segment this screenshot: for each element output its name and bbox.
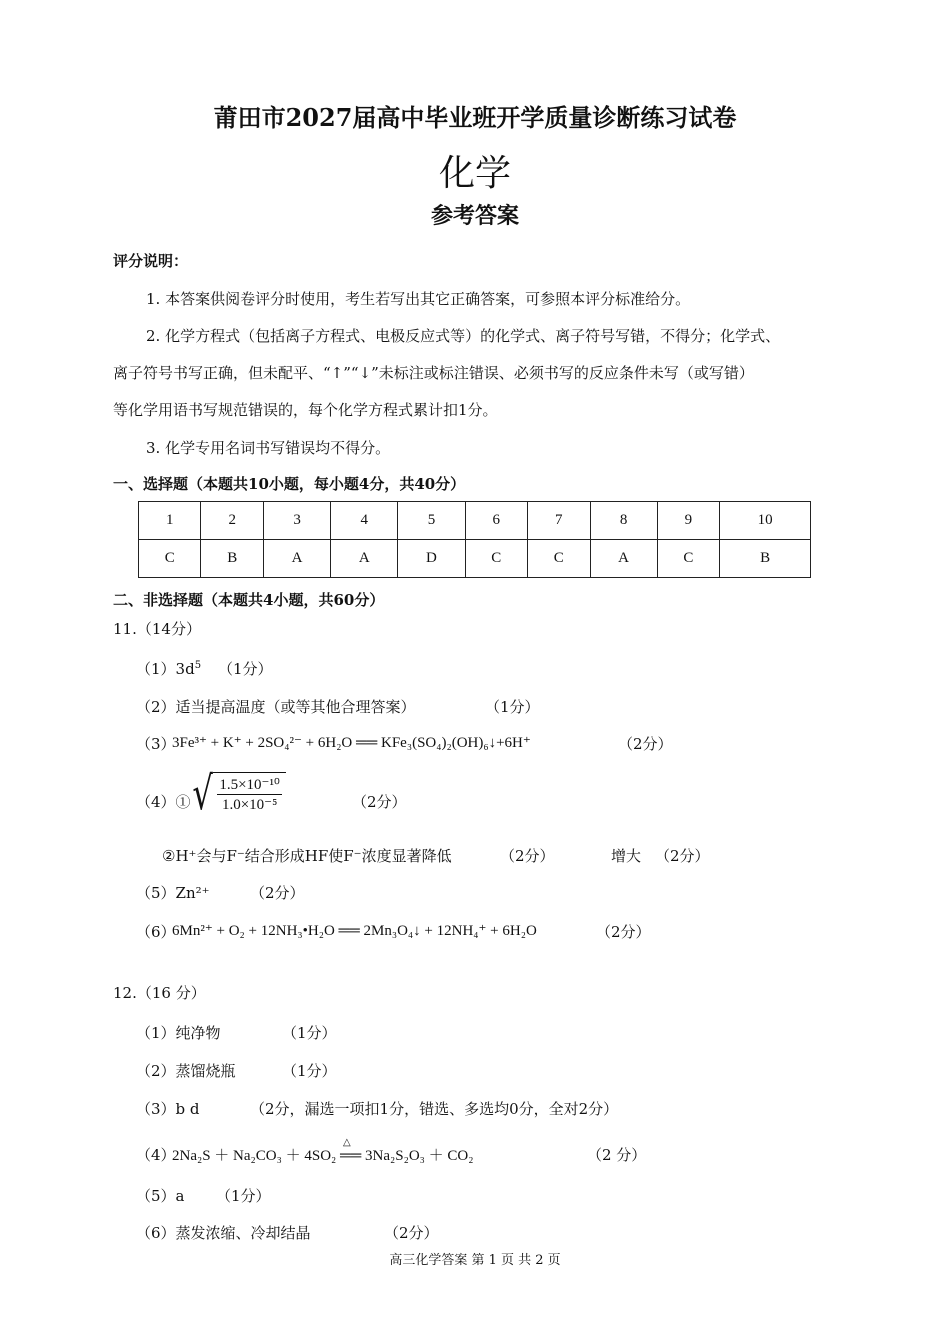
question-number: 2 [201, 502, 263, 540]
question-number: 6 [465, 502, 527, 540]
answer-choice: A [263, 540, 330, 578]
answer-choice: C [465, 540, 527, 578]
section1-heading: 一、选择题（本题共10小题，每小题4分，共40分） [113, 475, 466, 493]
question-number: 5 [398, 502, 465, 540]
q12-heading: 12.（16 分） [113, 984, 206, 1002]
q11-part1-score: （1分） [218, 660, 273, 678]
q11-part4-score: （2分） [352, 793, 407, 811]
q12-part4-score: （2 分） [587, 1146, 647, 1164]
q11-part4c: 增大 [611, 847, 642, 865]
q12-part3-score: （2分，漏选一项扣1分，错选、多选均0分，全对2分） [250, 1100, 619, 1118]
subject-title: 化学 [438, 153, 511, 194]
question-number: 10 [720, 502, 811, 540]
equation-arrow: ══ [340, 1148, 362, 1164]
fraction-numerator: 1.5×10⁻¹⁰ [219, 777, 280, 793]
scoring-item-3: 3. 化学专用名词书写错误均不得分。 [146, 439, 391, 457]
question-number: 4 [331, 502, 398, 540]
question-number: 3 [263, 502, 330, 540]
q11-part4-fraction [217, 775, 282, 814]
q12-part4-equation [172, 1137, 474, 1165]
answer-choice: C [139, 540, 201, 578]
q11-part3-label: （3） [136, 735, 176, 753]
q11-part3-score: （2分） [618, 735, 673, 753]
answer-table-answer-row [139, 540, 811, 578]
page-footer: 高三化学答案 第 1 页 共 2 页 [389, 1253, 561, 1268]
fraction-denominator: 1.0×10⁻⁵ [221, 797, 278, 813]
q12-part6: （6）蒸发浓缩、冷却结晶 [136, 1224, 311, 1242]
question-number: 9 [657, 502, 719, 540]
answer-table-number-row [139, 502, 811, 540]
answer-label: 参考答案 [430, 203, 519, 229]
q11-part5-score: （2分） [250, 884, 305, 902]
q11-part4-sqrt [188, 766, 286, 820]
question-number: 1 [139, 502, 201, 540]
q12-part1: （1）纯净物 [136, 1024, 221, 1042]
q11-part1 [136, 658, 201, 679]
answer-choice: C [528, 540, 590, 578]
answer-choice: A [331, 540, 398, 578]
scoring-item-1: 1. 本答案供阅卷评分时使用，考生若写出其它正确答案，可参照本评分标准给分。 [146, 290, 691, 308]
q11-part3-equation: 3Fe³⁺ + K⁺ + 2SO₄²⁻ + 6H₂O ══ KFe₃(SO₄)₂(OH)₆↓+6H⁺ [172, 735, 531, 751]
equation-reactants: 2Na₂S ＋ Na₂CO₃ ＋ 4SO₂ [172, 1148, 337, 1164]
q11-part1-superscript: 5 [194, 660, 202, 671]
q12-part5: （5）a [136, 1187, 185, 1205]
q12-part2: （2）蒸馏烧瓶 [136, 1062, 236, 1080]
q11-part1-answer: （1）3d [136, 660, 195, 678]
q11-heading: 11.（14分） [113, 620, 201, 638]
q11-part4c-score: （2分） [655, 847, 710, 865]
q12-part5-score: （1分） [216, 1187, 271, 1205]
q11-part2-score: （1分） [485, 698, 540, 716]
answer-choice: B [720, 540, 811, 578]
q11-part4-label: （4）① [136, 793, 191, 811]
q12-part4-label: （4） [136, 1146, 176, 1164]
q11-part6-equation: 6Mn²⁺ + O₂ + 12NH₃•H₂O ══ 2Mn₃O₄↓ + 12NH₄⁺ + 6H₂O [172, 923, 537, 939]
q12-part6-score: （2分） [384, 1224, 439, 1242]
q11-part4b-score: （2分） [500, 847, 555, 865]
section2-heading: 二、非选择题（本题共4小题，共60分） [113, 591, 385, 609]
answer-choice: C [657, 540, 719, 578]
q11-part5: （5）Zn²⁺ [136, 884, 210, 902]
q11-part2: （2）适当提高温度（或等其他合理答案） [136, 698, 416, 716]
heat-condition [340, 1137, 362, 1165]
answer-choice: D [398, 540, 465, 578]
q12-part1-score: （1分） [282, 1024, 337, 1042]
question-number: 8 [590, 502, 657, 540]
scoring-item-2-line-1: 2. 化学方程式（包括离子方程式、电极反应式等）的化学式、离子符号写错，不得分；化学式、 [146, 327, 781, 345]
question-number: 7 [528, 502, 590, 540]
q11-part4b: ②H⁺会与F⁻结合形成HF使F⁻浓度显著降低 [162, 847, 452, 865]
answer-choice: A [590, 540, 657, 578]
q11-part6-label: （6） [136, 923, 176, 941]
exam-title: 莆田市2027届高中毕业班开学质量诊断练习试卷 [213, 103, 737, 132]
answer-table [138, 501, 811, 578]
scoring-heading: 评分说明： [113, 252, 189, 270]
q11-part6-score: （2分） [596, 923, 651, 941]
scoring-item-2-line-3: 等化学用语书写规范错误的，每个化学方程式累计扣1分。 [113, 401, 498, 419]
q12-part3: （3）b d [136, 1100, 200, 1118]
equation-products: 3Na₂S₂O₃ ＋ CO₂ [365, 1148, 474, 1164]
heat-triangle-icon: △ [343, 1137, 351, 1148]
scoring-item-2-line-2: 离子符号书写正确，但未配平、“↑”“↓”未标注或标注错误、必须书写的反应条件未写（或写错） [113, 364, 754, 382]
answer-choice: B [201, 540, 263, 578]
q12-part2-score: （1分） [282, 1062, 337, 1080]
sqrt-icon: √ [192, 766, 213, 820]
